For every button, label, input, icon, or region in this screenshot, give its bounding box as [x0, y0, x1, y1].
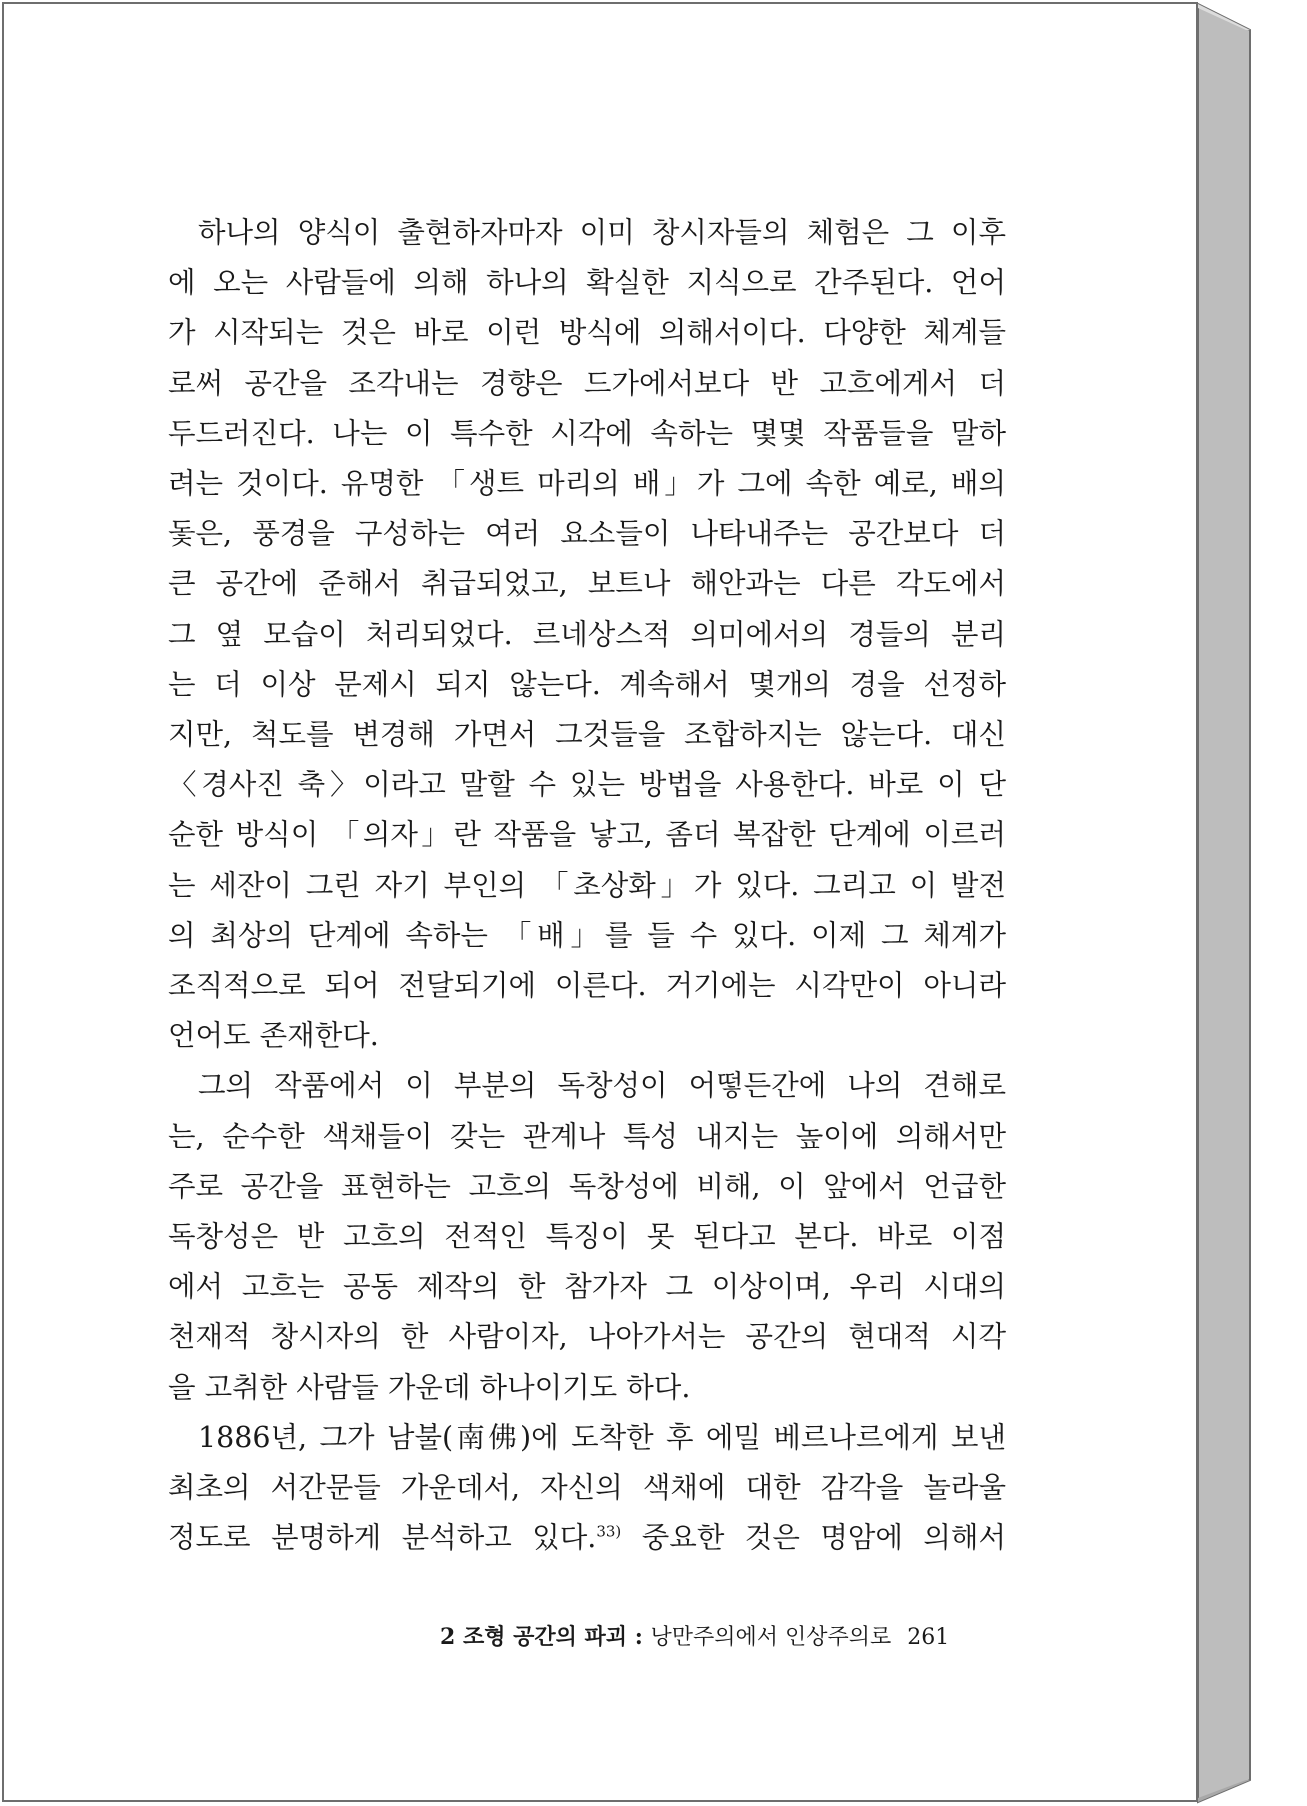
text-line: 1886년, 그가 남불(南佛)에 도착한 후 에밀 베르나르에게 보낸	[198, 1420, 1006, 1454]
body-text	[168, 208, 1006, 1563]
text-line: 천재적 창시자의 한 사람이자, 나아가서는 공간의 현대적 시각	[168, 1320, 1006, 1354]
text-line: 지만, 척도를 변경해 가면서 그것들을 조합하지는 않는다. 대신	[168, 718, 1006, 752]
text-line: 최초의 서간문들 가운데서, 자신의 색채에 대한 감각을 놀라울	[168, 1471, 1006, 1505]
text-line: 언어도 존재한다.	[168, 1019, 379, 1053]
text-line: 두드러진다. 나는 이 특수한 시각에 속하는 몇몇 작품들을 말하	[168, 416, 1006, 450]
text-line: 의 최상의 단계에 속하는 「배」를 들 수 있다. 이제 그 체계가	[168, 918, 1006, 952]
running-footer	[440, 1620, 949, 1651]
text-line: 려는 것이다. 유명한 「생트 마리의 배」가 그에 속한 예로, 배의	[168, 467, 1006, 501]
footnote-reference[interactable]: 33)	[596, 1522, 622, 1541]
text-line: 는 더 이상 문제시 되지 않는다. 계속해서 몇개의 경을 선정하	[168, 667, 1006, 701]
paragraph-1	[168, 208, 1006, 1061]
text-line: 로써 공간을 조각내는 경향은 드가에서보다 반 고흐에게서 더	[168, 366, 1006, 400]
text-line: 순한 방식이 「의자」란 작품을 낳고, 좀더 복잡한 단계에 이르러	[168, 818, 1006, 852]
text-line: 돛은, 풍경을 구성하는 여러 요소들이 나타내주는 공간보다 더	[168, 517, 1006, 551]
text-line-with-footnote	[168, 1513, 1006, 1563]
chapter-subtitle: 낭만주의에서 인상주의로	[650, 1625, 892, 1650]
text-line: 을 고취한 사람들 가운데 하나이기도 하다.	[168, 1370, 691, 1404]
text-line: 에 오는 사람들에 의해 하나의 확실한 지식으로 간주된다. 언어	[168, 266, 1006, 300]
text-line: 주로 공간을 표현하는 고흐의 독창성에 비해, 이 앞에서 언급한	[168, 1169, 1006, 1203]
paragraph-2	[168, 1061, 1006, 1412]
text-line: 그의 작품에서 이 부분의 독창성이 어떻든간에 나의 견해로	[198, 1069, 1006, 1103]
text-line: 가 시작되는 것은 바로 이런 방식에 의해서이다. 다양한 체계들	[168, 316, 1006, 350]
text-line: 독창성은 반 고흐의 전적인 특징이 못 된다고 본다. 바로 이점	[168, 1220, 1006, 1254]
text-line: 는, 순수한 색채들이 갖는 관계나 특성 내지는 높이에 의해서만	[168, 1119, 1006, 1153]
text-line: 그 옆 모습이 처리되었다. 르네상스적 의미에서의 경들의 분리	[168, 617, 1006, 651]
text-line: 하나의 양식이 출현하자마자 이미 창시자들의 체험은 그 이후	[198, 216, 1006, 249]
text-line: 는 세잔이 그린 자기 부인의 「초상화」가 있다. 그리고 이 발전	[168, 868, 1006, 902]
text-line: 큰 공간에 준해서 취급되었고, 보트나 해안과는 다른 각도에서	[168, 567, 1006, 601]
text-line: 에서 고흐는 공동 제작의 한 참가자 그 이상이며, 우리 시대의	[168, 1270, 1006, 1304]
text-segment: 정도로 분명하게 분석하고 있다.	[168, 1521, 597, 1555]
paragraph-3	[168, 1413, 1006, 1564]
text-line: 〈경사진 축〉이라고 말할 수 있는 방법을 사용한다. 바로 이 단	[168, 768, 1006, 802]
page-number: 261	[907, 1625, 950, 1650]
text-segment: 중요한 것은 명암에 의해서	[621, 1521, 1006, 1555]
chapter-title: 2 조형 공간의 파괴 :	[440, 1624, 651, 1650]
text-line: 조직적으로 되어 전달되기에 이른다. 거기에는 시각만이 아니라	[168, 969, 1006, 1003]
